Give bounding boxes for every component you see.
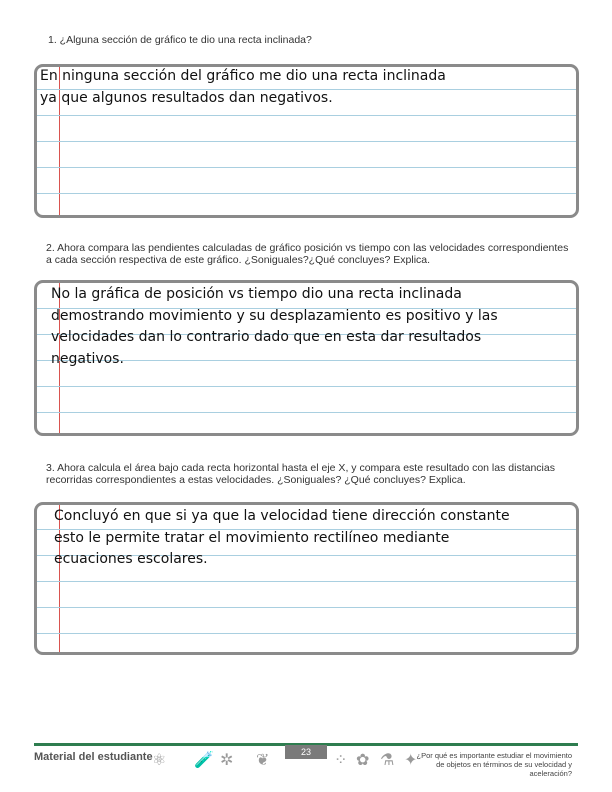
- footer-label: Material del estudiante: [34, 751, 153, 763]
- answer-3-text: Concluyó en que si ya que la velocidad tiene dirección constante esto le permite tratar el movimiento rectilíneo mediante ecuaciones escolares.: [54, 508, 510, 567]
- ruled-line: [37, 386, 576, 387]
- answer-2-text: No la gráfica de posición vs tiempo dio una recta inclinada demostrando movimiento y su desplazamiento es positivo y las velocidades dan lo contrario dado que en esta dar resultados negativos.: [51, 286, 498, 367]
- question-3-text: 3. Ahora calcula el área bajo cada recta horizontal hasta el eje X, y compara este resultado con las distancias recorridas correspondientes a estas velocidades. ¿Soniguales? ¿Qué concluyes? Explica.: [46, 462, 555, 486]
- question-2-text: 2. Ahora compara las pendientes calculadas de gráfico posición vs tiempo con las velocidades correspondientes a cada sección respectiva de este gráfico. ¿Soniguales?¿Qué concluyes? Explica.: [46, 242, 569, 266]
- dots-icon: ⁘: [334, 752, 348, 769]
- answer-1-text: En ninguna sección del gráfico me dio una recta inclinada ya que algunos resultados dan negativos.: [40, 68, 446, 106]
- ruled-line: [37, 607, 576, 608]
- flask-icon: ⚗: [380, 752, 395, 769]
- ruled-line: [37, 193, 576, 194]
- ruled-line: [37, 115, 576, 116]
- footer-note: ¿Por qué es importante estudiar el movimiento de objetos en términos de su velocidad y aceleración?: [416, 751, 572, 778]
- question-1-text: 1. ¿Alguna sección de gráfico te dio una recta inclinada?: [48, 34, 312, 46]
- ruled-line: [37, 581, 576, 582]
- atom-icon: ⚛: [152, 752, 167, 769]
- ruled-line: [37, 412, 576, 413]
- molecule-icon: ✲: [220, 752, 234, 769]
- test-tube-icon: 🧪: [194, 752, 214, 769]
- ruled-line: [37, 167, 576, 168]
- ruled-line: [37, 141, 576, 142]
- page-number: 23: [285, 745, 327, 759]
- leaf-icon: ❦: [256, 752, 270, 769]
- flower-icon: ✿: [356, 752, 370, 769]
- ruled-line: [37, 633, 576, 634]
- pin-icon: ✦: [404, 752, 418, 769]
